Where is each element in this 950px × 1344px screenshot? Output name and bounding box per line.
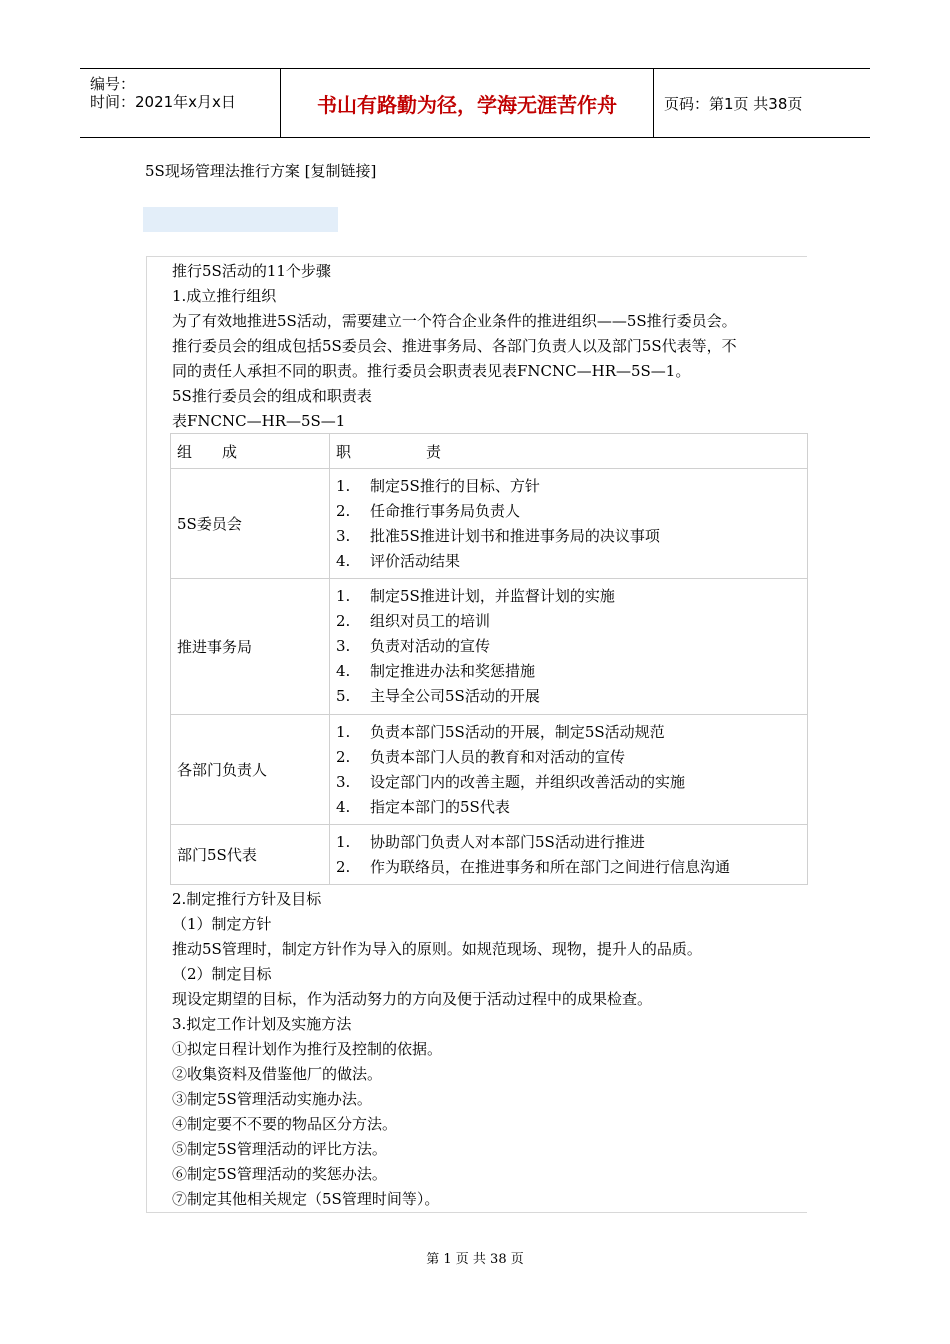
table-caption: 5S推行委员会的组成和职责表 xyxy=(172,387,372,405)
col-header-duty: 职 责 xyxy=(330,434,808,469)
duty-item: 1. 负责本部门5S活动的开展，制定5S活动规范 xyxy=(336,722,665,741)
step2-sub2-text: 现设定期望的目标，作为活动努力的方向及便于活动过程中的成果检查。 xyxy=(172,990,653,1008)
document-header xyxy=(80,68,870,138)
plan-item: ⑥制定5S管理活动的奖惩办法。 xyxy=(172,1165,387,1183)
table-row xyxy=(171,579,808,715)
table-row xyxy=(171,825,808,885)
intro-heading: 推行5S活动的11个步骤 xyxy=(172,262,331,280)
plan-item: ④制定要不不要的物品区分方法。 xyxy=(172,1115,398,1133)
duty-item: 2. 组织对员工的培训 xyxy=(336,612,491,630)
plan-item: ①拟定日程计划作为推行及控制的依据。 xyxy=(172,1040,443,1058)
duty-item: 4. 指定本部门的5S代表 xyxy=(336,797,510,816)
duty-item: 1. 协助部门负责人对本部门5S活动进行推进 xyxy=(336,832,645,851)
step2-title: 2.制定推行方针及目标 xyxy=(172,890,322,908)
duty-item: 1. 制定5S推行的目标、方针 xyxy=(336,476,540,495)
code-label: 编号： xyxy=(90,75,136,93)
step2-sub2: （2）制定目标 xyxy=(172,965,272,983)
header-motto: 书山有路勤为径，学海无涯苦作舟 xyxy=(281,69,654,137)
duty-table xyxy=(170,433,808,885)
org-cell: 5S委员会 xyxy=(171,469,330,579)
org-cell: 推进事务局 xyxy=(171,579,330,715)
plan-item: ⑦制定其他相关规定（5S管理时间等）。 xyxy=(172,1190,440,1208)
header-page-info: 页码：第1页 共38页 xyxy=(664,94,803,113)
duty-cell xyxy=(330,825,808,885)
plan-item: ②收集资料及借鉴他厂的做法。 xyxy=(172,1065,383,1083)
duty-item: 3. 批准5S推进计划书和推进事务局的决议事项 xyxy=(336,526,660,545)
duty-item: 2. 作为联络员，在推进事务和所在部门之间进行信息沟通 xyxy=(336,857,731,876)
duty-item: 5. 主导全公司5S活动的开展 xyxy=(336,687,540,705)
duty-item: 3. 负责对活动的宣传 xyxy=(336,637,491,655)
duty-item: 2. 负责本部门人员的教育和对活动的宣传 xyxy=(336,747,626,766)
step2-sub1: （1）制定方针 xyxy=(172,915,272,933)
duty-item: 3. 设定部门内的改善主题，并组织改善活动的实施 xyxy=(336,772,686,791)
page-footer: 第 1 页 共 38 页 xyxy=(426,1252,524,1267)
step3-title: 3.拟定工作计划及实施方法 xyxy=(172,1015,352,1033)
duty-item: 4. 制定推进办法和奖惩措施 xyxy=(336,662,536,680)
header-meta-cell xyxy=(80,69,281,137)
table-header-row xyxy=(171,434,808,469)
duty-cell xyxy=(330,715,808,825)
intro-paragraph-2: 推行委员会的组成包括5S委员会、推进事务局、各部门负责人以及部门5S代表等，不 xyxy=(172,337,737,355)
duty-cell xyxy=(330,469,808,579)
date-label: 时间：2021年x月x日 xyxy=(90,93,236,111)
duty-item: 1. 制定5S推进计划，并监督计划的实施 xyxy=(336,587,615,605)
org-cell: 各部门负责人 xyxy=(171,715,330,825)
table-id: 表FNCNC—HR—5S—1 xyxy=(172,412,346,430)
step2-sub1-text: 推动5S管理时，制定方针作为导入的原则。如规范现场、现物，提升人的品质。 xyxy=(172,940,702,958)
intro-paragraph-1: 为了有效地推进5S活动，需要建立一个符合企业条件的推进组织——5S推行委员会。 xyxy=(172,312,737,330)
duty-item: 2. 任命推行事务局负责人 xyxy=(336,501,521,520)
plan-item: ③制定5S管理活动实施办法。 xyxy=(172,1090,372,1108)
blue-bar xyxy=(143,207,338,232)
table-row xyxy=(171,469,808,579)
duty-item: 4. 评价活动结果 xyxy=(336,551,461,570)
table-row xyxy=(171,715,808,825)
org-cell: 部门5S代表 xyxy=(171,825,330,885)
duty-cell xyxy=(330,579,808,715)
doc-title: 5S现场管理法推行方案 [复制链接] xyxy=(145,162,377,180)
plan-item: ⑤制定5S管理活动的评比方法。 xyxy=(172,1140,387,1158)
col-header-org: 组 成 xyxy=(171,434,330,469)
intro-paragraph-3: 同的责任人承担不同的职责。推行委员会职责表见表FNCNC—HR—5S—1。 xyxy=(172,362,691,380)
step1-title: 1.成立推行组织 xyxy=(172,287,277,305)
